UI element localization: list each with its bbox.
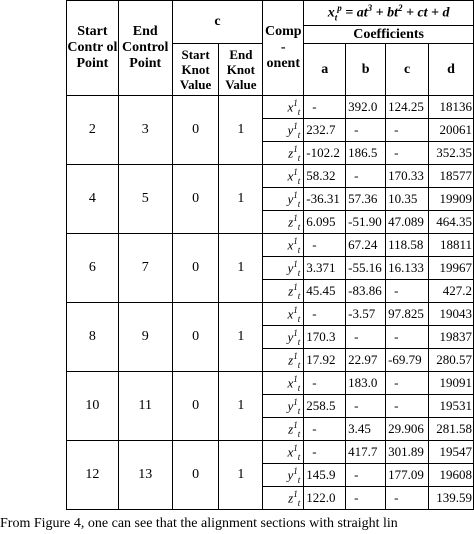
coef-c-cell: -69.79 xyxy=(386,349,429,372)
coef-a-cell: - xyxy=(304,96,346,119)
start-control-point-cell: 12 xyxy=(67,441,119,510)
end-knot-value-cell: 1 xyxy=(219,303,263,372)
header-col-b: b xyxy=(346,44,386,96)
start-control-point-cell: 10 xyxy=(67,372,119,441)
coef-d-cell: 20061 xyxy=(429,119,474,142)
coef-d-cell: 427.2 xyxy=(429,280,474,303)
end-control-point-cell: 9 xyxy=(118,303,172,372)
coef-c-cell: 47.089 xyxy=(386,211,429,234)
component-cell: $y^1_t$ xyxy=(263,464,304,487)
coef-c-cell: 10.35 xyxy=(386,188,429,211)
component-cell: $z^1_t$ xyxy=(263,142,304,165)
end-knot-value-cell: 1 xyxy=(219,165,263,234)
table-row xyxy=(67,441,474,464)
coef-a-cell: 17.92 xyxy=(304,349,346,372)
coef-a-cell: - xyxy=(304,418,346,441)
coef-d-cell: 18136 xyxy=(429,96,474,119)
coef-a-cell: - xyxy=(304,303,346,326)
coef-c-cell: 29.906 xyxy=(386,418,429,441)
end-control-point-cell: 3 xyxy=(118,96,172,165)
component-cell: $x^1_t$ xyxy=(263,441,304,464)
component-cell: $y^1_t$ xyxy=(263,257,304,280)
component-cell: $x^1_t$ xyxy=(263,96,304,119)
start-control-point-cell: 6 xyxy=(67,234,119,303)
component-cell: $z^1_t$ xyxy=(263,487,304,510)
coef-d-cell: 19967 xyxy=(429,257,474,280)
coef-a-cell: 45.45 xyxy=(304,280,346,303)
coef-b-cell: 22.97 xyxy=(346,349,386,372)
header-end-control-point: End Control Point xyxy=(118,1,172,96)
coef-a-cell: - xyxy=(304,372,346,395)
coef-a-cell: 122.0 xyxy=(304,487,346,510)
end-control-point-cell: 13 xyxy=(118,441,172,510)
coef-b-cell: -3.57 xyxy=(346,303,386,326)
coef-c-cell: - xyxy=(386,487,429,510)
table-row xyxy=(67,234,474,257)
coef-a-cell: 6.095 xyxy=(304,211,346,234)
end-control-point-cell: 7 xyxy=(118,234,172,303)
coef-d-cell: 352.35 xyxy=(429,142,474,165)
coef-a-cell: - xyxy=(304,441,346,464)
coef-d-cell: 464.35 xyxy=(429,211,474,234)
start-control-point-cell: 4 xyxy=(67,165,119,234)
coef-b-cell: 392.0 xyxy=(346,96,386,119)
component-cell: $z^1_t$ xyxy=(263,280,304,303)
coef-b-cell: - xyxy=(346,165,386,188)
end-knot-value-cell: 1 xyxy=(219,234,263,303)
coef-a-cell: 258.5 xyxy=(304,395,346,418)
coef-b-cell: 57.36 xyxy=(346,188,386,211)
header-start-control-point: Start Contr ol Point xyxy=(67,1,119,96)
coef-a-cell: 58.32 xyxy=(304,165,346,188)
coef-d-cell: 281.58 xyxy=(429,418,474,441)
end-knot-value-cell: 1 xyxy=(219,441,263,510)
table-row xyxy=(67,303,474,326)
body-text: From Figure 4, one can see that the alignment sections with straight lin xyxy=(0,516,398,531)
header-col-a: a xyxy=(304,44,346,96)
start-knot-value-cell: 0 xyxy=(172,372,219,441)
coef-d-cell: 280.57 xyxy=(429,349,474,372)
coef-b-cell: - xyxy=(346,119,386,142)
end-knot-value-cell: 1 xyxy=(219,372,263,441)
end-knot-value-cell: 1 xyxy=(219,96,263,165)
coef-c-cell: 124.25 xyxy=(386,96,429,119)
coef-a-cell: 3.371 xyxy=(304,257,346,280)
coef-d-cell: 19608 xyxy=(429,464,474,487)
component-cell: $z^1_t$ xyxy=(263,211,304,234)
coef-c-cell: - xyxy=(386,119,429,142)
coef-c-cell: 97.825 xyxy=(386,303,429,326)
header-end-knot-value: End Knot Value xyxy=(219,44,263,96)
start-knot-value-cell: 0 xyxy=(172,96,219,165)
component-cell: $x^1_t$ xyxy=(263,303,304,326)
coef-d-cell: 18577 xyxy=(429,165,474,188)
header-component: Comp - onent xyxy=(263,1,304,96)
coef-b-cell: -51.90 xyxy=(346,211,386,234)
coef-b-cell: - xyxy=(346,395,386,418)
start-knot-value-cell: 0 xyxy=(172,303,219,372)
coef-d-cell: 139.59 xyxy=(429,487,474,510)
coef-d-cell: 19909 xyxy=(429,188,474,211)
coef-a-cell: 145.9 xyxy=(304,464,346,487)
table-row xyxy=(67,372,474,395)
header-col-d: d xyxy=(429,44,474,96)
coef-d-cell: 19531 xyxy=(429,395,474,418)
coef-d-cell: 18811 xyxy=(429,234,474,257)
coef-c-cell: - xyxy=(386,280,429,303)
coefficients-table xyxy=(66,0,474,510)
component-cell: $z^1_t$ xyxy=(263,349,304,372)
coef-d-cell: 19091 xyxy=(429,372,474,395)
header-col-c: c xyxy=(386,44,429,96)
component-cell: $y^1_t$ xyxy=(263,395,304,418)
component-cell: $x^1_t$ xyxy=(263,372,304,395)
coef-b-cell: 183.0 xyxy=(346,372,386,395)
end-control-point-cell: 5 xyxy=(118,165,172,234)
start-knot-value-cell: 0 xyxy=(172,165,219,234)
start-control-point-cell: 2 xyxy=(67,96,119,165)
component-cell: $x^1_t$ xyxy=(263,234,304,257)
start-knot-value-cell: 0 xyxy=(172,234,219,303)
table-row xyxy=(67,165,474,188)
table-body xyxy=(67,96,474,510)
component-cell: $y^1_t$ xyxy=(263,119,304,142)
coef-c-cell: 16.133 xyxy=(386,257,429,280)
coef-b-cell: -55.16 xyxy=(346,257,386,280)
coef-b-cell: - xyxy=(346,464,386,487)
coef-c-cell: 170.33 xyxy=(386,165,429,188)
coef-b-cell: 417.7 xyxy=(346,441,386,464)
coef-c-cell: - xyxy=(386,372,429,395)
coef-b-cell: - xyxy=(346,326,386,349)
coef-c-cell: 177.09 xyxy=(386,464,429,487)
coef-a-cell: - xyxy=(304,234,346,257)
coef-b-cell: -83.86 xyxy=(346,280,386,303)
coef-c-cell: - xyxy=(386,326,429,349)
coef-b-cell: 186.5 xyxy=(346,142,386,165)
coef-d-cell: 19043 xyxy=(429,303,474,326)
coef-b-cell: 3.45 xyxy=(346,418,386,441)
coef-c-cell: 301.89 xyxy=(386,441,429,464)
table-row xyxy=(67,96,474,119)
coef-c-cell: 118.58 xyxy=(386,234,429,257)
coef-b-cell: 67.24 xyxy=(346,234,386,257)
header-start-knot-value: Start Knot Value xyxy=(172,44,219,96)
coef-a-cell: 170.3 xyxy=(304,326,346,349)
component-cell: $y^1_t$ xyxy=(263,188,304,211)
start-knot-value-cell: 0 xyxy=(172,441,219,510)
formula-header: $x_t^p = at^3 + bt^2$ + ct + d xyxy=(304,1,474,26)
header-coefficients: Coefficients xyxy=(304,26,474,44)
coef-c-cell: - xyxy=(386,142,429,165)
start-control-point-cell: 8 xyxy=(67,303,119,372)
end-control-point-cell: 11 xyxy=(118,372,172,441)
component-cell: $y^1_t$ xyxy=(263,326,304,349)
header-c: c xyxy=(172,1,263,44)
coef-a-cell: -102.2 xyxy=(304,142,346,165)
component-cell: $x^1_t$ xyxy=(263,165,304,188)
coef-d-cell: 19837 xyxy=(429,326,474,349)
coef-d-cell: 19547 xyxy=(429,441,474,464)
component-cell: $z^1_t$ xyxy=(263,418,304,441)
coef-a-cell: -36.31 xyxy=(304,188,346,211)
coef-c-cell: - xyxy=(386,395,429,418)
coef-b-cell: - xyxy=(346,487,386,510)
coef-a-cell: 232.7 xyxy=(304,119,346,142)
